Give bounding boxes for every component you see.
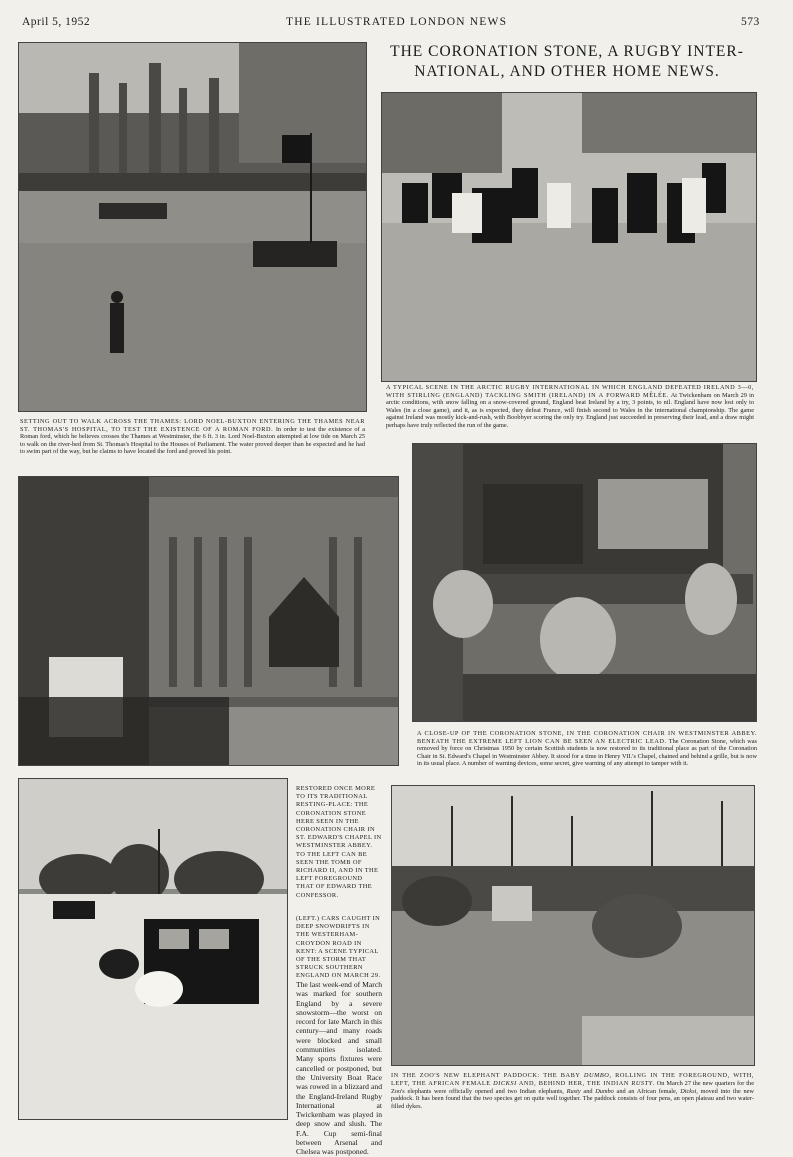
caption-zoo-body-c: and an African female,: [613, 1087, 681, 1095]
photo-snowbound-cars: [18, 778, 288, 1120]
caption-zoo-name-1: DUMBO: [583, 1072, 610, 1079]
caption-thames-lead: SETTING OUT TO WALK ACROSS THE THAMES: LORD NOEL-BUXTON ENTERING THE THAMES NEAR ST. THOMAS'S HOSPITAL, TO TEST THE EXISTENCE OF A ROMAN FORD.: [20, 418, 365, 433]
caption-stone-lead: A CLOSE-UP OF THE CORONATION STONE, IN THE CORONATION CHAIR IN WESTMINSTER ABBEY. BENEATH THE EXTREME LEFT LION CAN BE SEEN AN ELECTRIC LEAD.: [417, 730, 757, 745]
caption-zoo-body-d: , moved into the new paddock. It has been found that the two species get on quite well together. The paddock consists of four pens, an open plateau and two water-filled dykes.: [391, 1087, 754, 1111]
caption-zoo-body-name-3: Dicksi: [680, 1087, 697, 1095]
caption-zoo-body-a: On March 27 the new quarters for the Zoo's elephants were officially opened and two Indian elephants,: [391, 1079, 754, 1095]
snowstorm-article-text: The last week-end of March was marked for southern England by a severe snowstorm—the worst on record for late March in this century—and many roads were blocked and small communities isolated. Many sports fixtures were cancelled or postponed, but the University Boat Race was rowed in a blizzard and the England-Ireland Rugby International at Twickenham was played in deep snow and slush. The F.A. Cup semi-final between Arsenal and Chelsea was postponed.: [296, 980, 382, 1157]
page-title: [382, 42, 752, 82]
caption-zoo-name-2: DICKSI: [493, 1079, 517, 1087]
caption-rugby-body: At Twickenham on March 29 in arctic conditions, with snow falling on a snow-covered ground, England beat Ireland by a try, 3 points, to nil. England have now lost only to Wales (in a close game), and it, as is expected, they defeat France, will finish second to Wales in the international championship. The game against Ireland was mostly kick-and-rush, with Boobbyer scoring the only try. England just succeeded in preserving their lead, and a draw might perhaps have truly reflected the run of the game.: [386, 391, 754, 429]
caption-chapel: RESTORED ONCE MORE TO ITS TRADITIONAL RESTING-PLACE: THE CORONATION STONE HERE SEEN IN THE CORONATION CHAIR IN ST. EDWARD'S CHAPEL IN WESTMINSTER ABBEY. TO THE LEFT CAN BE SEEN THE TOMB OF RICHARD II, AND IN THE LEFT FOREGROUND THAT OF EDWARD THE CONFESSOR.: [296, 785, 382, 899]
caption-zoo-name-3: RUSTY: [631, 1079, 653, 1087]
photo-coronation-stone: [412, 443, 757, 722]
caption-zoo-body-name-1: Rusty: [566, 1087, 581, 1095]
caption-zoo-lead-a: IN THE ZOO'S NEW ELEPHANT PADDOCK: THE BABY: [391, 1072, 584, 1079]
publication-name: THE ILLUSTRATED LONDON NEWS: [286, 16, 508, 28]
caption-thames: [20, 418, 365, 456]
caption-stone-body: The Coronation Stone, which was removed by force on Christmas 1950 by certain Scottish students is now restored to its traditional place as part of the Coronation Chair in St. Edward's Chapel in Westminster Abbey. It stood for a time in Henry VII.'s Chapel, chained and behind a grille, but is now in its usual place. A number of warning devices, some secret, give warning of any attempt to tamper with it.: [417, 737, 757, 768]
caption-zoo: [391, 1072, 754, 1111]
photo-zoo-elephant-paddock: [391, 785, 755, 1066]
caption-zoo-lead-c: AND, BEHIND HER, THE INDIAN: [516, 1079, 632, 1087]
photo-chapel-coronation-chair: [18, 476, 399, 766]
caption-stone: [417, 730, 757, 768]
page-number: 573: [741, 16, 760, 28]
caption-zoo-lead-b: , ROLLING IN THE FOREGROUND, WITH, LEFT, THE AFRICAN FEMALE: [391, 1072, 754, 1087]
caption-rugby-lead: A TYPICAL SCENE IN THE ARCTIC RUGBY INTERNATIONAL IN WHICH ENGLAND DEFEATED IRELAND 3—0, WITH STIRLING (ENGLAND) TACKLING SMITH (IRELAND) IN A FORWARD MÊLÉE.: [386, 384, 754, 399]
caption-thames-body: In order to test the existence of a Roman ford, which he believes crosses the Thames at Westminster, the 6 ft. 3 in. Lord Noel-Buxton attempted at low tide on March 25 to walk on the river-bed from St. Thomas's Hospital to the Houses of Parliament. The water proved deeper than he expected and he had to swim part of the way, but he claims to have located the ford and proved his point.: [20, 425, 366, 456]
photo-rugby-international: [381, 92, 757, 382]
issue-date: April 5, 1952: [22, 16, 91, 28]
caption-cars: (LEFT.) CARS CAUGHT IN DEEP SNOWDRIFTS IN THE WESTERHAM-CROYDON ROAD IN KENT: A SCENE TYPICAL OF THE STORM THAT STRUCK SOUTHERN ENGLAND ON MARCH 29.: [296, 915, 381, 980]
caption-zoo-body-name-2: Dumbo: [595, 1087, 614, 1095]
page-title-line-2: NATIONAL, AND OTHER HOME NEWS.: [414, 63, 720, 80]
photo-thames-wading: [18, 42, 367, 412]
caption-rugby: [386, 384, 754, 430]
caption-zoo-body-b: and: [580, 1087, 596, 1095]
caption-zoo-lead-d: .: [652, 1079, 655, 1087]
page-title-line-1: THE CORONATION STONE, A RUGBY INTER-: [390, 43, 744, 60]
